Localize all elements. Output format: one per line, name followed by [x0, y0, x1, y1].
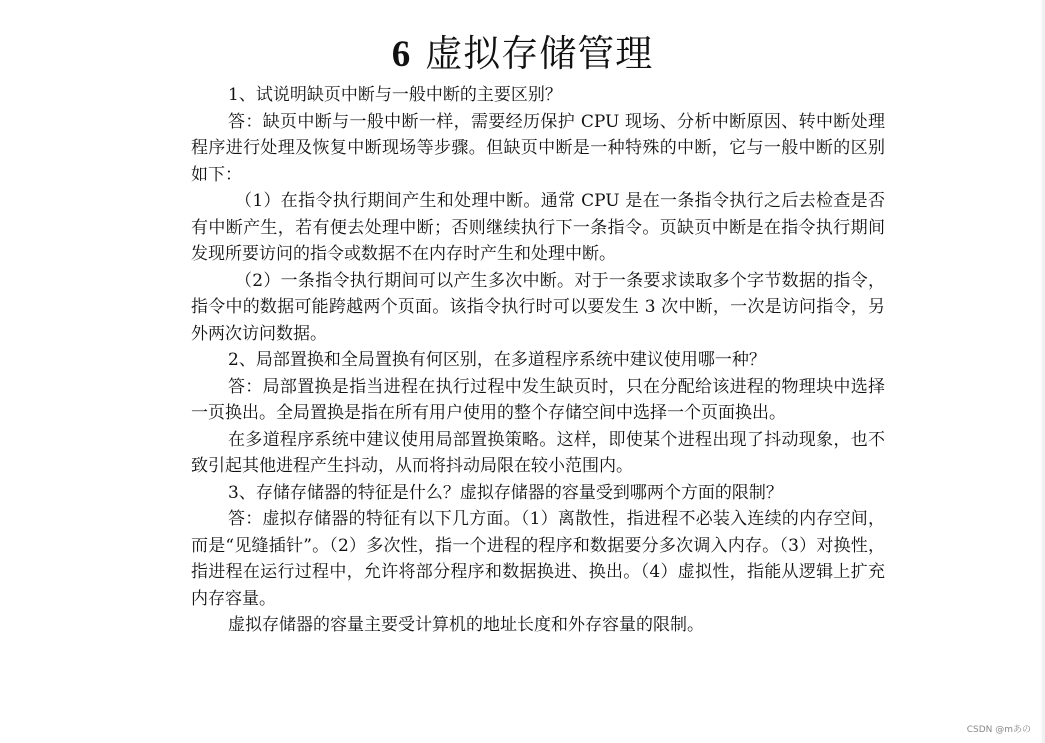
- question-1: 1、试说明缺页中断与一般中断的主要区别？: [228, 85, 562, 105]
- answer-1: 答：缺页中断与一般中断一样，需要经历保护 CPU 现场、分析中断原因、转中断处理程序进行处理及恢复中断现场等步骤。但缺页中断是一种特殊的中断，它与一般中断的区别如下：: [191, 111, 885, 185]
- question-3: 3、存储存储器的特征是什么？虚拟存储器的容量受到哪两个方面的限制？: [228, 482, 783, 503]
- document-body: [191, 82, 885, 639]
- csdn-watermark: CSDN @mあの: [966, 725, 1031, 735]
- answer-2-recommendation: 在多道程序系统中建议使用局部置换策略。这样，即使某个进程出现了抖动现象，也不致引起其他进程产生抖动，从而将抖动局限在较小范围内。: [191, 429, 885, 476]
- answer-2: 答：局部置换是指当进程在执行过程中发生缺页时，只在分配给该进程的物理块中选择一页换出。全局置换是指在所有用户使用的整个存储空间中选择一个页面换出。: [191, 376, 885, 423]
- answer-1-point-2: （2）一条指令执行期间可以产生多次中断。对于一条要求读取多个字节数据的指令，指令中的数据可能跨越两个页面。该指令执行时可以要发生 3 次中断，一次是访问指令，另外两次访问数据。: [191, 270, 885, 344]
- answer-3-capacity: 虚拟存储器的容量主要受计算机的地址长度和外存容量的限制。: [228, 615, 704, 635]
- answer-1-point-1: （1）在指令执行期间产生和处理中断。通常 CPU 是在一条指令执行之后去检查是否有中断产生，若有便去处理中断；否则继续执行下一条指令。页缺页中断是在指令执行期间发现所要访问的指令或数据不在内存时产生和处理中断。: [191, 191, 885, 264]
- chapter-number: 6: [391, 34, 412, 75]
- page-title: [0, 28, 1045, 81]
- question-2: 2、局部置换和全局置换有何区别，在多道程序系统中建议使用哪一种？: [228, 350, 766, 370]
- answer-3: 答：虚拟存储器的特征有以下几方面。（1）离散性，指进程不必装入连续的内存空间，而是“见缝插针”。（2）多次性，指一个进程的程序和数据要分多次调入内存。（3）对换性，指进程在运行过程中，允许将部分程序和数据换进、换出。（4）虚拟性，指能从逻辑上扩充内存容量。: [191, 509, 885, 609]
- chapter-title: 虚拟存储管理: [425, 32, 654, 75]
